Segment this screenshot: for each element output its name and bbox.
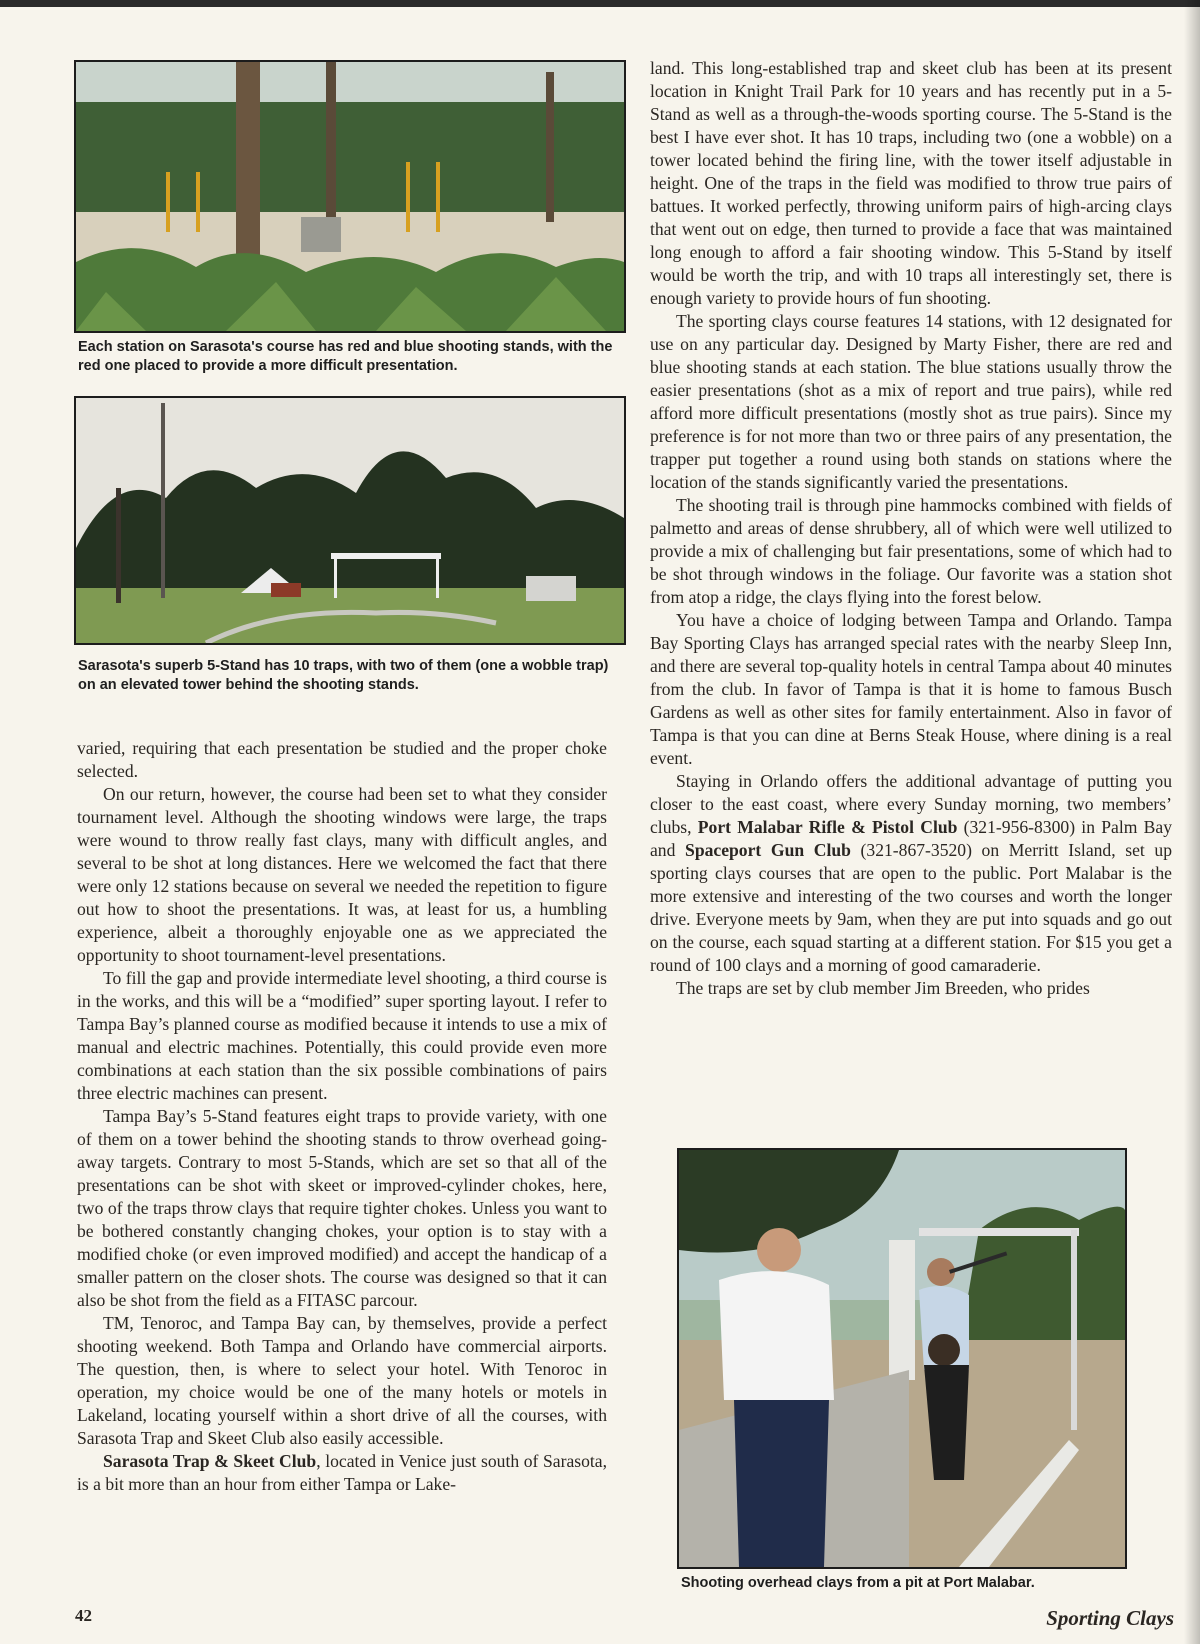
- top-edge: [0, 0, 1200, 7]
- left-paragraph-4: Tampa Bay’s 5-Stand features eight traps to provide variety, with one of them on a tower behind the shooting stands to throw overhead going-away targets. Contrary to most 5-Stands, which are set so that all of the presentations can be shot with skeet or improved-cylinder chokes, here, two of the traps throw clays that require tighter chokes. Unless you want to be bothered constantly changing chokes, your option is to stay with a modified choke (or even improved modified) and accept the handicap of a smaller pattern on the closer shots. The course was designed so that it can also be shot from the field as a FITASC parcour.: [77, 1106, 607, 1310]
- photo-sarasota-5-stand: [74, 396, 626, 645]
- photo-port-malabar-pit: [677, 1148, 1127, 1569]
- right-paragraph-6: The traps are set by club member Jim Breeden, who prides: [676, 978, 1090, 998]
- right-paragraph-4: You have a choice of lodging between Tampa and Orlando. Tampa Bay Sporting Clays has arranged special rates with the nearby Sleep Inn, and there are several top-quality hotels in central Tampa about 40 minutes from the club. In favor of Tampa is that it is home to famous Busch Gardens as well as other sites for family entertainment. Also in favor of Tampa is that you can dine at Berns Steak House, where dining is a real event.: [650, 610, 1172, 768]
- left-column: [77, 737, 607, 1496]
- caption-port-malabar-pit: Shooting overhead clays from a pit at Port Malabar.: [681, 1575, 1035, 1591]
- left-paragraph-2: On our return, however, the course had been set to what they consider tournament level. Although the shooting windows were large, the traps were wound to throw really fast clays, many with difficult angles, and several to be shot at long distances. Here we welcomed the fact that there were only 12 stations because on several we needed the repetition to figure out how to shoot the presentations. It was, at least for us, a humbling experience, albeit a thoroughly enjoyable one as we appreciated the opportunity to shoot tournament-level presentations.: [77, 784, 607, 965]
- right-column: [650, 57, 1172, 1000]
- left-paragraph-5: TM, Tenoroc, and Tampa Bay can, by themselves, provide a perfect shooting weekend. Both Tampa and Orlando have commercial airports. The question, then, is where to select your hotel. With Tenoroc in operation, my choice would be one of the many hotels or motels in Lakeland, locating yourself within a short drive of all the courses, with Sarasota Trap and Skeet Club also easily accessible.: [77, 1313, 607, 1448]
- page-spine-shadow: [1184, 0, 1200, 1644]
- photo-sarasota-course: [74, 60, 626, 333]
- magazine-name: Sporting Clays: [1046, 1606, 1174, 1630]
- club-name-sarasota: Sarasota Trap & Skeet Club: [103, 1451, 317, 1471]
- left-paragraph-3: To fill the gap and provide intermediate level shooting, a third course is in the works, and this will be a “modified” super sporting layout. I refer to Tampa Bay’s planned course as modified because it intends to use a mix of manual and electric machines. Potentially, this could provide even more combinations at each station than the six possible combinations of pairs three electric machines can present.: [77, 968, 607, 1103]
- right-paragraph-2: The sporting clays course features 14 stations, with 12 designated for use on any particular day. Designed by Marty Fisher, there are red and blue shooting stands at each station. The blue stations usually throw the easier presentations (shot as a mix of report and true pairs), while red afford more difficult presentations (mostly shot as true pairs). Since my preference is for not more than two or three pairs of any presentation, the trapper put together a round using both stands on stations where the location of the stands significantly varied the presentations.: [650, 311, 1172, 492]
- left-paragraph-6: Sarasota Trap & Skeet Club, located in Venice just south of Sarasota, is a bit more than an hour from either Tampa or Lake-: [77, 1451, 608, 1494]
- caption-sarasota-course: Each station on Sarasota's course has red and blue shooting stands, with the red one placed to provide a more difficult presentation.: [78, 339, 613, 374]
- club-name-port-malabar: Port Malabar Rifle & Pistol Club: [697, 817, 958, 837]
- club-name-spaceport: Spaceport Gun Club: [685, 840, 851, 860]
- right-paragraph-1: land. This long-established trap and skeet club has been at its present location in Knight Trail Park for 10 years and has recently put in a 5-Stand as well as a through-the-woods sporting course. The 5-Stand is the best I have ever shot. It has 10 traps, including two (one a wobble) on a tower located behind the firing line, with the tower itself adjustable in height. One of the traps in the field was modified to throw true pairs of battues. It worked perfectly, throwing uniform pairs of high-arcing clays that went out on edge, then turned to provide a face that was maintained long enough to afford a fair shooting window. This 5-Stand by itself would be worth the trip, and with 10 traps all interestingly set, there is enough variety to provide hours of fun shooting.: [650, 58, 1172, 308]
- right-paragraph-3: The shooting trail is through pine hammocks combined with fields of palmetto and areas of dense shrubbery, all of which were well utilized to provide a mix of challenging but fair presentations, some of which had to be shot through windows in the foliage. Our favorite was a station shot from atop a ridge, the clays flying into the forest below.: [650, 495, 1172, 607]
- caption-sarasota-5-stand: Sarasota's superb 5-Stand has 10 traps, with two of them (one a wobble trap) on an elevated tower behind the shooting stands.: [78, 658, 609, 693]
- page-number: 42: [75, 1606, 92, 1625]
- right-paragraph-5: Staying in Orlando offers the additional advantage of putting you closer to the east coast, where every Sunday morning, two members’ clubs, Port Malabar Rifle & Pistol Club (321-956-8300) in Palm Bay and Spaceport Gun Club (321-867-3520) on Merritt Island, set up sporting clays courses that are open to the public. Port Malabar is the more extensive and interesting of the two courses and worth the longer drive. Everyone meets by 9am, when they are put into squads and go out on the course, each squad starting at a different station. For $15 you get a round of 100 clays and a morning of good camaraderie.: [650, 771, 1172, 975]
- left-paragraph-1: varied, requiring that each presentation be studied and the proper choke selected.: [77, 738, 607, 781]
